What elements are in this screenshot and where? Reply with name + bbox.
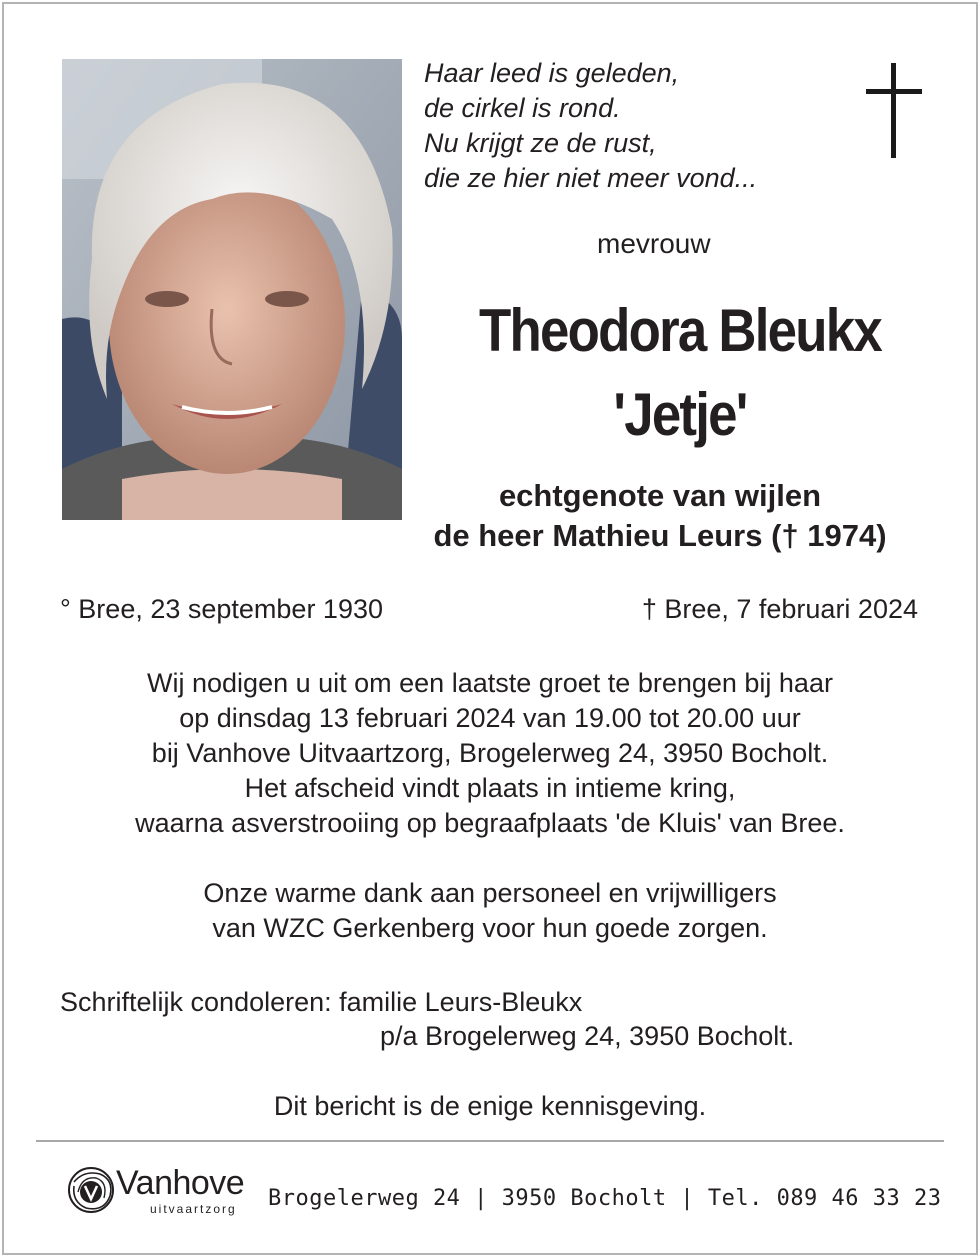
condolences-label: Schriftelijk condoleren: familie Leurs-Bleukx xyxy=(60,987,583,1017)
death-date: † Bree, 7 februari 2024 xyxy=(641,594,918,624)
notice-text: Dit bericht is de enige kennisgeving. xyxy=(273,1091,707,1121)
logo-wordmark: Vanhove xyxy=(116,1164,245,1202)
invitation-text xyxy=(0,666,980,841)
invitation-line: Wij nodigen u uit om een laatste groet te brengen bij haar xyxy=(147,668,833,698)
deceased-name: Theodora Bleukx xyxy=(479,297,881,364)
poem-line: de cirkel is rond. xyxy=(424,93,621,123)
spouse-line-1: echtgenote van wijlen xyxy=(498,478,822,513)
cross-icon xyxy=(866,63,922,158)
invitation-line: bij Vanhove Uitvaartzorg, Brogelerweg 24, 3950 Bocholt. xyxy=(151,738,829,768)
poem-line: Haar leed is geleden, xyxy=(424,58,680,88)
invitation-line: waarna asverstrooiing op begraafplaats 'de Kluis' van Bree. xyxy=(135,808,845,838)
logo-subtitle: uitvaartzorg xyxy=(150,1202,237,1216)
honorific: mevrouw xyxy=(597,228,711,259)
thanks-line: van WZC Gerkenberg voor hun goede zorgen. xyxy=(212,913,768,943)
poem xyxy=(424,56,757,196)
poem-line: Nu krijgt ze de rust, xyxy=(424,128,657,158)
thanks-text xyxy=(0,876,980,946)
condolences-address: p/a Brogelerweg 24, 3950 Bocholt. xyxy=(380,1021,795,1051)
footer-contact: Brogelerweg 24 | 3950 Bocholt | Tel. 089 46 33 23 xyxy=(268,1186,942,1211)
thanks-line: Onze warme dank aan personeel en vrijwilligers xyxy=(203,878,777,908)
invitation-line: Het afscheid vindt plaats in intieme kring, xyxy=(244,773,736,803)
vanhove-logo-mark-icon xyxy=(64,1162,120,1218)
portrait-photo xyxy=(62,59,402,520)
poem-line: die ze hier niet meer vond... xyxy=(424,163,758,193)
vanhove-logo xyxy=(64,1162,264,1222)
deceased-nickname: 'Jetje' xyxy=(613,381,747,448)
spouse-line-2: de heer Mathieu Leurs († 1974) xyxy=(433,518,887,553)
birth-date: ° Bree, 23 september 1930 xyxy=(60,594,383,624)
invitation-line: op dinsdag 13 februari 2024 van 19.00 tot 20.00 uur xyxy=(179,703,801,733)
footer-divider xyxy=(36,1140,944,1142)
